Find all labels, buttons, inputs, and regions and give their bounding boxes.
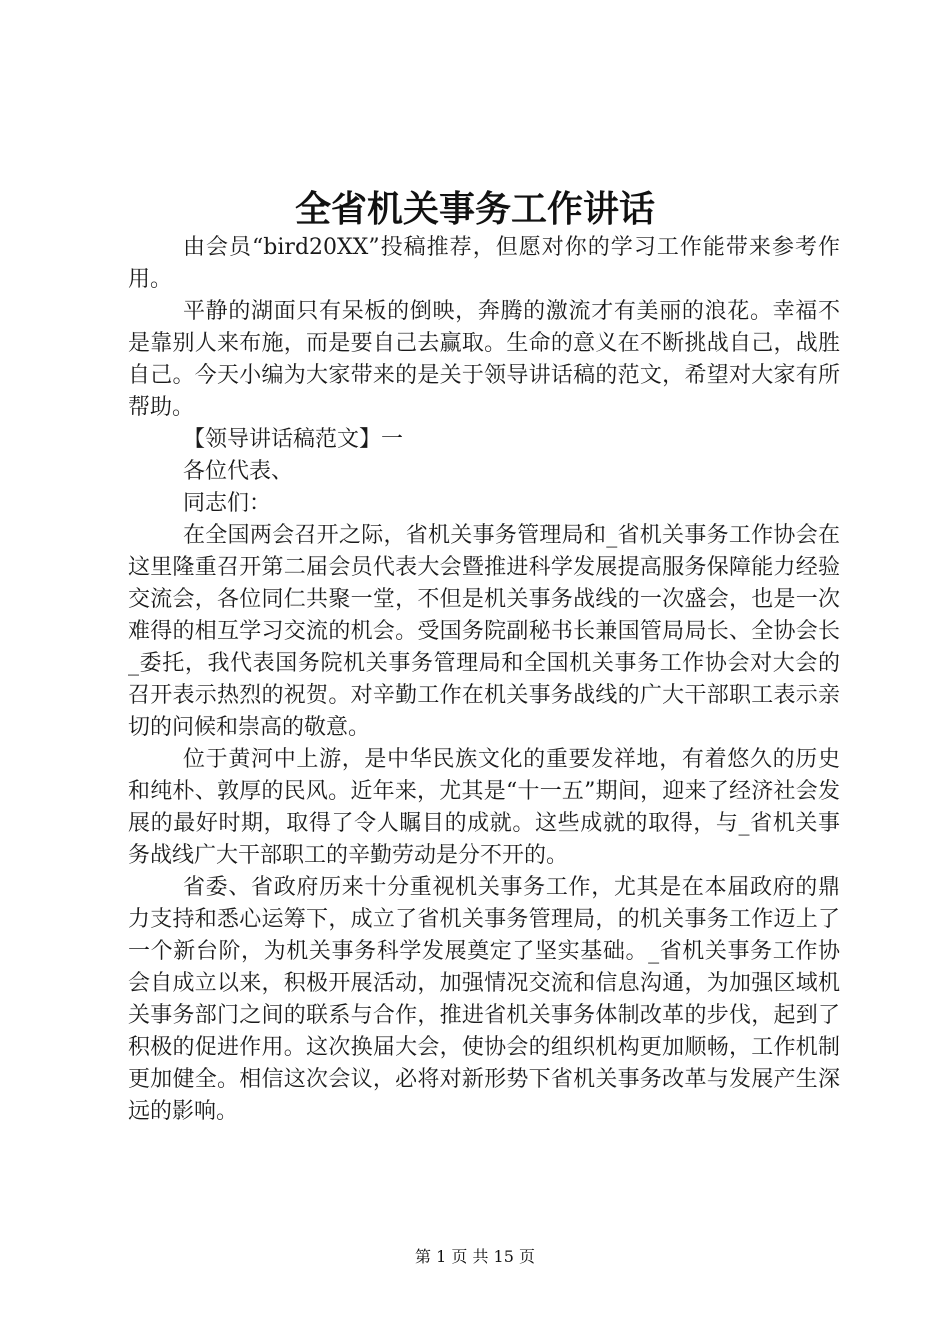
paragraph-salutation-delegates: 各位代表、 [183, 459, 294, 484]
paragraph-achievements: 位于黄河中上游，是中华民族文化的重要发祥地，有着悠久的历史和纯朴、敦厚的民风。近年来，尤其是“十一五”期间，迎来了经济社会发展的最好时期，取得了令人瞩目的成就。这些成就的取得，与_省机关事务战线广大干部职工的辛勤劳动是分不开的。 [128, 747, 840, 868]
paragraph-opening: 在全国两会召开之际，省机关事务管理局和_省机关事务工作协会在这里隆重召开第二届会员代表大会暨推进科学发展提高服务保障能力经验交流会，各位同仁共聚一堂，不但是机关事务战线的一次盛会，也是一次难得的相互学习交流的机会。受国务院副秘书长兼国管局局长、全协会长_委托，我代表国务院机关事务管理局和全国机关事务工作协会对大会的召开表示热烈的祝贺。对辛勤工作在机关事务战线的广大干部职工表示亲切的问候和崇高的敬意。 [128, 523, 840, 740]
document-title: 全省机关事务工作讲话 [294, 188, 655, 230]
paragraph-preface: 平静的湖面只有呆板的倒映，奔腾的激流才有美丽的浪花。幸福不是靠别人来布施，而是要自己去赢取。生命的意义在不断挑战自己，战胜自己。今天小编为大家带来的是关于领导讲话稿的范文，希望对大家有所帮助。 [128, 299, 840, 420]
document-body [128, 232, 840, 1128]
paragraph-government-support: 省委、省政府历来十分重视机关事务工作，尤其是在本届政府的鼎力支持和悉心运筹下，成立了省机关事务管理局，的机关事务工作迈上了一个新台阶，为机关事务科学发展奠定了坚实基础。_省机关事务工作协会自成立以来，积极开展活动，加强情况交流和信息沟通，为加强区域机关事务部门之间的联系与合作，推进省机关事务体制改革的步伐，起到了积极的促进作用。这次换届大会，使协会的组织机构更加顺畅，工作机制更加健全。相信这次会议，必将对新形势下省机关事务改革与发展产生深远的影响。 [128, 875, 840, 1124]
page-footer: 第 1 页 共 15 页 [415, 1247, 535, 1266]
paragraph-salutation-comrades: 同志们： [183, 491, 272, 516]
paragraph-section-heading: 【领导讲话稿范文】一 [183, 427, 404, 452]
paragraph-intro: 由会员“bird20XX”投稿推荐，但愿对你的学习工作能带来参考作用。 [128, 235, 840, 292]
